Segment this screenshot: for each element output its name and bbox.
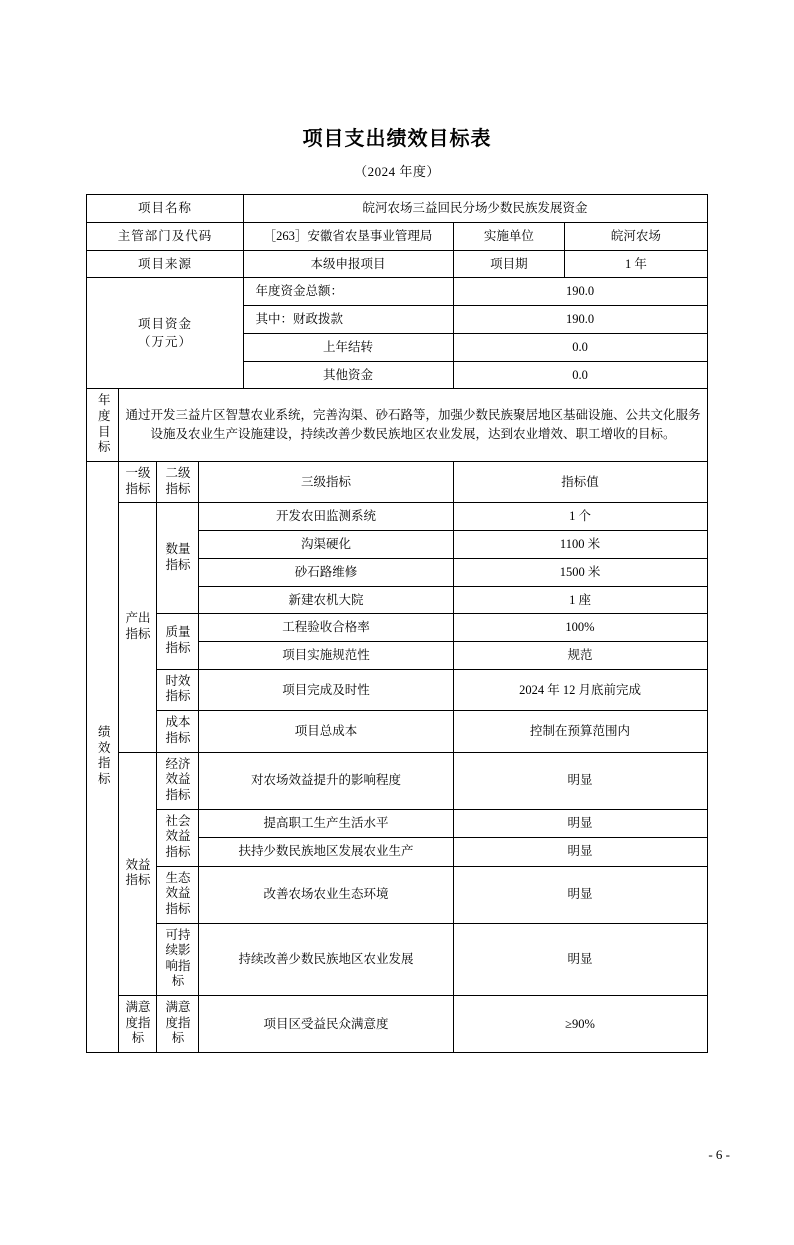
header-level3: 三级指标: [199, 461, 453, 502]
performance-indicator-label: [87, 461, 119, 1052]
implement-value: 皖河农场: [610, 228, 661, 243]
indicator-value: 明显: [453, 866, 707, 923]
funds-label-line1: 项目资金: [137, 316, 192, 331]
level2-quantity: 数量指标: [157, 503, 199, 614]
fund-row-value: 190.0: [453, 306, 707, 334]
level2-quality: 质量指标: [157, 614, 199, 670]
indicator-value: 1500 米: [453, 558, 707, 586]
level3-name: 项目实施规范性: [199, 642, 453, 670]
fund-row-name: 其中：财政拨款: [243, 306, 453, 334]
level3-name: 工程验收合格率: [199, 614, 453, 642]
table-row-indicator-header: [87, 461, 707, 502]
department-label-line1: 主管部门及代码: [117, 228, 213, 243]
level2-sustainable: 可持续影响指标: [157, 923, 199, 996]
source-label: 项目来源: [87, 250, 243, 278]
table-row-indicator: [87, 809, 707, 838]
level2-social: 社会效益指标: [157, 809, 199, 866]
table-row-indicator: [87, 711, 707, 752]
fund-row-value: 0.0: [453, 333, 707, 361]
indicator-value: 2024 年 12 月底前完成: [453, 669, 707, 710]
indicator-value: 规范: [453, 642, 707, 670]
annual-goal-label: [87, 389, 119, 462]
indicator-value: 控制在预算范围内: [453, 711, 707, 752]
indicator-value: 明显: [453, 923, 707, 996]
table-row-indicator: [87, 923, 707, 996]
indicator-value: 1100 米: [453, 531, 707, 559]
indicator-value: 明显: [453, 752, 707, 809]
level1-benefit: 效益指标: [119, 752, 157, 996]
level2-cost: 成本指标: [157, 711, 199, 752]
table-row-department: [87, 222, 707, 250]
table-row-indicator: [87, 614, 707, 642]
level1-output: 产出指标: [119, 503, 157, 752]
level2-economic: 经济效益指标: [157, 752, 199, 809]
level3-name: 项目区受益民众满意度: [199, 996, 453, 1053]
document-page: [0, 122, 794, 1245]
implement-label: 实施单位: [454, 223, 565, 250]
table-row-indicator: [87, 503, 707, 531]
level3-name: 持续改善少数民族地区农业发展: [199, 923, 453, 996]
performance-target-table: [86, 194, 707, 1053]
indicator-value: ≥90%: [453, 996, 707, 1053]
funds-label-line2: （万元）: [137, 335, 192, 350]
table-row-annual-goal: [87, 389, 707, 462]
page-subtitle: （2024 年度）: [354, 164, 440, 179]
table-row-indicator: [87, 752, 707, 809]
indicator-value: 100%: [453, 614, 707, 642]
table-row-indicator: [87, 866, 707, 923]
indicator-value: 明显: [453, 809, 707, 838]
table-row-indicator: [87, 996, 707, 1053]
table-row-fund-total: [87, 278, 707, 306]
level3-name: 沟渠硬化: [199, 531, 453, 559]
annual-goal-text: 通过开发三益片区智慧农业系统，完善沟渠、砂石路等，加强少数民族聚居地区基础设施、公共文化服务设施及农业生产设施建设，持续改善少数民族地区农业发展，达到农业增效、职工增收的目标。: [119, 389, 707, 462]
level2-ecological: 生态效益指标: [157, 866, 199, 923]
table-row-source: [87, 250, 707, 278]
indicator-value: 明显: [453, 838, 707, 867]
performance-indicator-label-text: 绩效指标: [97, 725, 113, 787]
level3-name: 开发农田监测系统: [199, 503, 453, 531]
fund-row-value: 190.0: [453, 278, 707, 306]
indicator-value: 1 座: [453, 586, 707, 614]
level1-satisfaction: 满意度指标: [119, 996, 157, 1053]
fund-row-name: 上年结转: [243, 333, 453, 361]
level3-name: 改善农场农业生态环境: [199, 866, 453, 923]
page-title: 项目支出绩效目标表: [302, 128, 492, 150]
level2-satisfaction: 满意度指标: [157, 996, 199, 1053]
fund-row-value: 0.0: [453, 361, 707, 389]
level3-name: 砂石路维修: [199, 558, 453, 586]
implement-cell: [453, 222, 707, 250]
level3-name: 扶持少数民族地区发展农业生产: [199, 838, 453, 867]
header-level1: 一级指标: [119, 461, 157, 502]
fund-row-name: 年度资金总额：: [243, 278, 453, 306]
page-number: - 6 -: [708, 1147, 730, 1162]
header-value: 指标值: [453, 461, 707, 502]
level2-timeliness: 时效指标: [157, 669, 199, 710]
department-value: ［263］安徽省农垦事业管理局: [243, 222, 453, 250]
period-value: 1 年: [624, 256, 647, 271]
department-label: [87, 222, 243, 250]
level3-name: 项目完成及时性: [199, 669, 453, 710]
source-value: 本级申报项目: [243, 250, 453, 278]
header-level2: 二级指标: [157, 461, 199, 502]
indicator-value: 1 个: [453, 503, 707, 531]
project-name-value: 皖河农场三益回民分场少数民族发展资金: [243, 195, 707, 223]
fund-row-name: 其他资金: [243, 361, 453, 389]
funds-label: [87, 278, 243, 389]
period-cell: [453, 250, 707, 278]
level3-name: 提高职工生产生活水平: [199, 809, 453, 838]
period-label: 项目期: [454, 251, 565, 278]
annual-goal-label-text: 年度目标: [97, 393, 113, 455]
table-row-indicator: [87, 669, 707, 710]
level3-name: 项目总成本: [199, 711, 453, 752]
project-name-label: 项目名称: [87, 195, 243, 223]
table-row-project-name: [87, 195, 707, 223]
level3-name: 对农场效益提升的影响程度: [199, 752, 453, 809]
level3-name: 新建农机大院: [199, 586, 453, 614]
